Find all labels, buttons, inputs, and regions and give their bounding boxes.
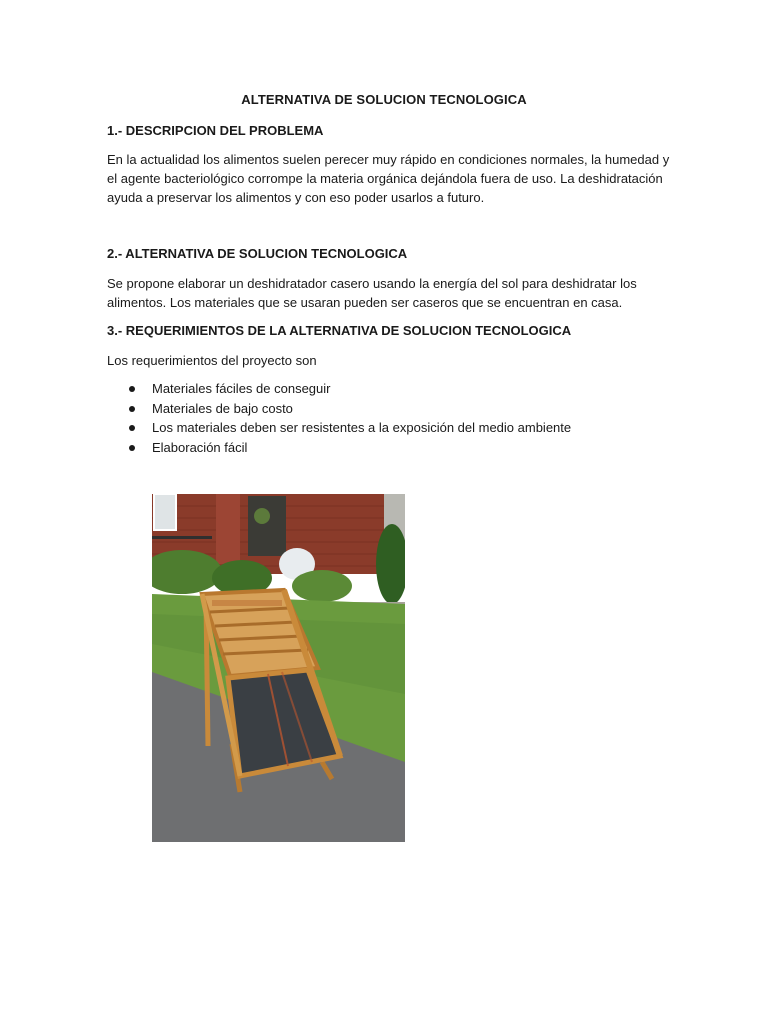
list-item: Elaboración fácil <box>107 438 571 458</box>
list-item: Materiales fáciles de conseguir <box>107 379 571 399</box>
requirements-list <box>107 379 571 457</box>
bullet-icon <box>129 386 135 392</box>
paragraph-line: alimentos. Los materiales que se usaran pueden ser caseros que se encuentran en casa. <box>107 295 623 310</box>
solar-dehydrator-illustration <box>152 494 405 842</box>
paragraph-line: En la actualidad los alimentos suelen perecer muy rápido en condiciones normales, la humedad y <box>107 152 670 167</box>
section2-paragraph <box>107 274 667 312</box>
bullet-icon <box>129 425 135 431</box>
list-item: Los materiales deben ser resistentes a la exposición del medio ambiente <box>107 418 571 438</box>
section3-heading: 3.- REQUERIMIENTOS DE LA ALTERNATIVA DE SOLUCION TECNOLOGICA <box>107 323 572 338</box>
paragraph-line: ayuda a preservar los alimentos y con eso poder usarlos a futuro. <box>107 190 485 205</box>
document-title: ALTERNATIVA DE SOLUCION TECNOLOGICA <box>241 92 527 107</box>
section3-intro <box>107 351 667 370</box>
section1-paragraph <box>107 150 670 207</box>
paragraph-line: Los requerimientos del proyecto son <box>107 353 317 368</box>
solar-dehydrator-photo <box>152 494 405 842</box>
paragraph-line: Se propone elaborar un deshidratador casero usando la energía del sol para deshidratar los <box>107 276 637 291</box>
section1-heading: 1.- DESCRIPCION DEL PROBLEMA <box>107 123 324 138</box>
list-item: Materiales de bajo costo <box>107 399 571 419</box>
bullet-icon <box>129 406 135 412</box>
paragraph-line: el agente bacteriológico corrompe la materia orgánica dejándola fuera de uso. La deshidratación <box>107 171 663 186</box>
bullet-icon <box>129 445 135 451</box>
section2-heading: 2.- ALTERNATIVA DE SOLUCION TECNOLOGICA <box>107 246 408 261</box>
